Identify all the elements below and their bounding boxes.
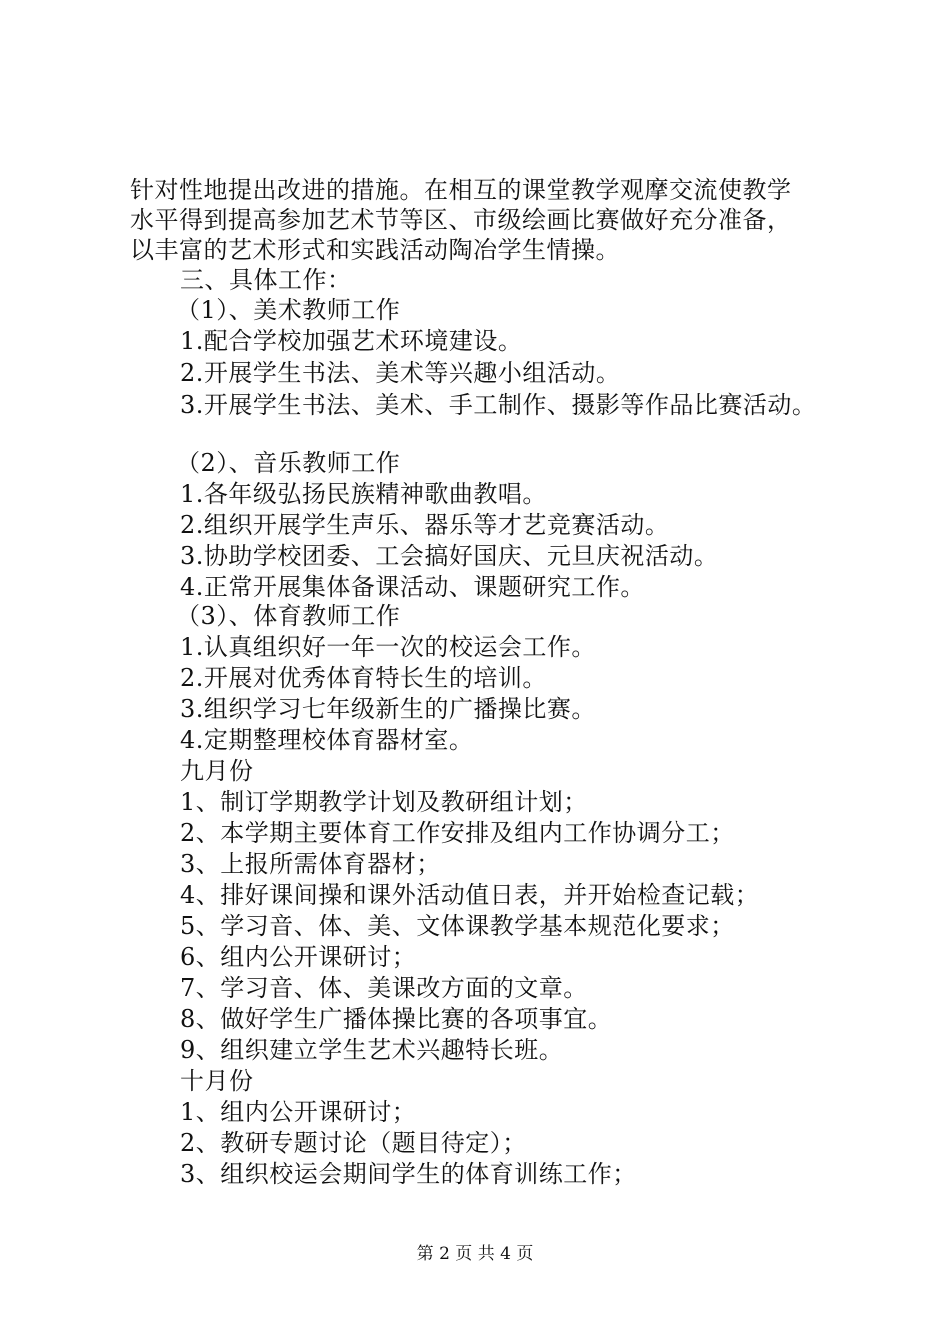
- list-item: 3.协助学校团委、工会搞好国庆、元旦庆祝活动。: [180, 542, 719, 570]
- list-item: 2.开展对优秀体育特长生的培训。: [180, 664, 547, 692]
- month-heading-october: 十月份: [180, 1067, 254, 1095]
- list-item: 4.正常开展集体备课活动、课题研究工作。: [180, 573, 645, 601]
- page-number-footer: 第 2 页 共 4 页: [416, 1244, 534, 1264]
- list-item: 1.配合学校加强艺术环境建设。: [180, 327, 523, 355]
- section-heading: 三、具体工作：: [180, 266, 352, 294]
- subsection-heading-pe: （3）、体育教师工作: [176, 602, 401, 630]
- paragraph-line: 水平得到提高参加艺术节等区、市级绘画比赛做好充分准备，: [130, 206, 792, 234]
- list-item: 1、制订学期教学计划及教研组计划；: [180, 788, 588, 816]
- list-item: 4.定期整理校体育器材室。: [180, 726, 474, 754]
- list-item: 1.认真组织好一年一次的校运会工作。: [180, 633, 596, 661]
- list-item: 3.组织学习七年级新生的广播操比赛。: [180, 695, 596, 723]
- paragraph-line: 以丰富的艺术形式和实践活动陶冶学生情操。: [130, 236, 620, 264]
- list-item: 1、组内公开课研讨；: [180, 1098, 417, 1126]
- list-item: 1.各年级弘扬民族精神歌曲教唱。: [180, 480, 547, 508]
- list-item: 3、组织校运会期间学生的体育训练工作；: [180, 1160, 637, 1188]
- list-item: 6、组内公开课研讨；: [180, 943, 417, 971]
- list-item: 2、教研专题讨论（题目待定）；: [180, 1129, 527, 1157]
- list-item: 2.组织开展学生声乐、器乐等才艺竞赛活动。: [180, 511, 670, 539]
- month-heading-september: 九月份: [180, 757, 254, 785]
- list-item: 5、学习音、体、美、文体课教学基本规范化要求；: [180, 912, 735, 940]
- subsection-heading-art: （1）、美术教师工作: [176, 296, 401, 324]
- list-item: 7、学习音、体、美课改方面的文章。: [180, 974, 588, 1002]
- list-item: 9、组织建立学生艺术兴趣特长班。: [180, 1036, 564, 1064]
- list-item: 2、本学期主要体育工作安排及组内工作协调分工；: [180, 819, 735, 847]
- list-item: 8、做好学生广播体操比赛的各项事宜。: [180, 1005, 613, 1033]
- paragraph-line: 针对性地提出改进的措施。在相互的课堂教学观摩交流使教学: [130, 176, 792, 204]
- subsection-heading-music: （2）、音乐教师工作: [176, 449, 401, 477]
- list-item: 3.开展学生书法、美术、手工制作、摄影等作品比赛活动。: [180, 391, 817, 419]
- list-item: 2.开展学生书法、美术等兴趣小组活动。: [180, 359, 621, 387]
- list-item: 4、排好课间操和课外活动值日表，并开始检查记载；: [180, 881, 760, 909]
- list-item: 3、上报所需体育器材；: [180, 850, 441, 878]
